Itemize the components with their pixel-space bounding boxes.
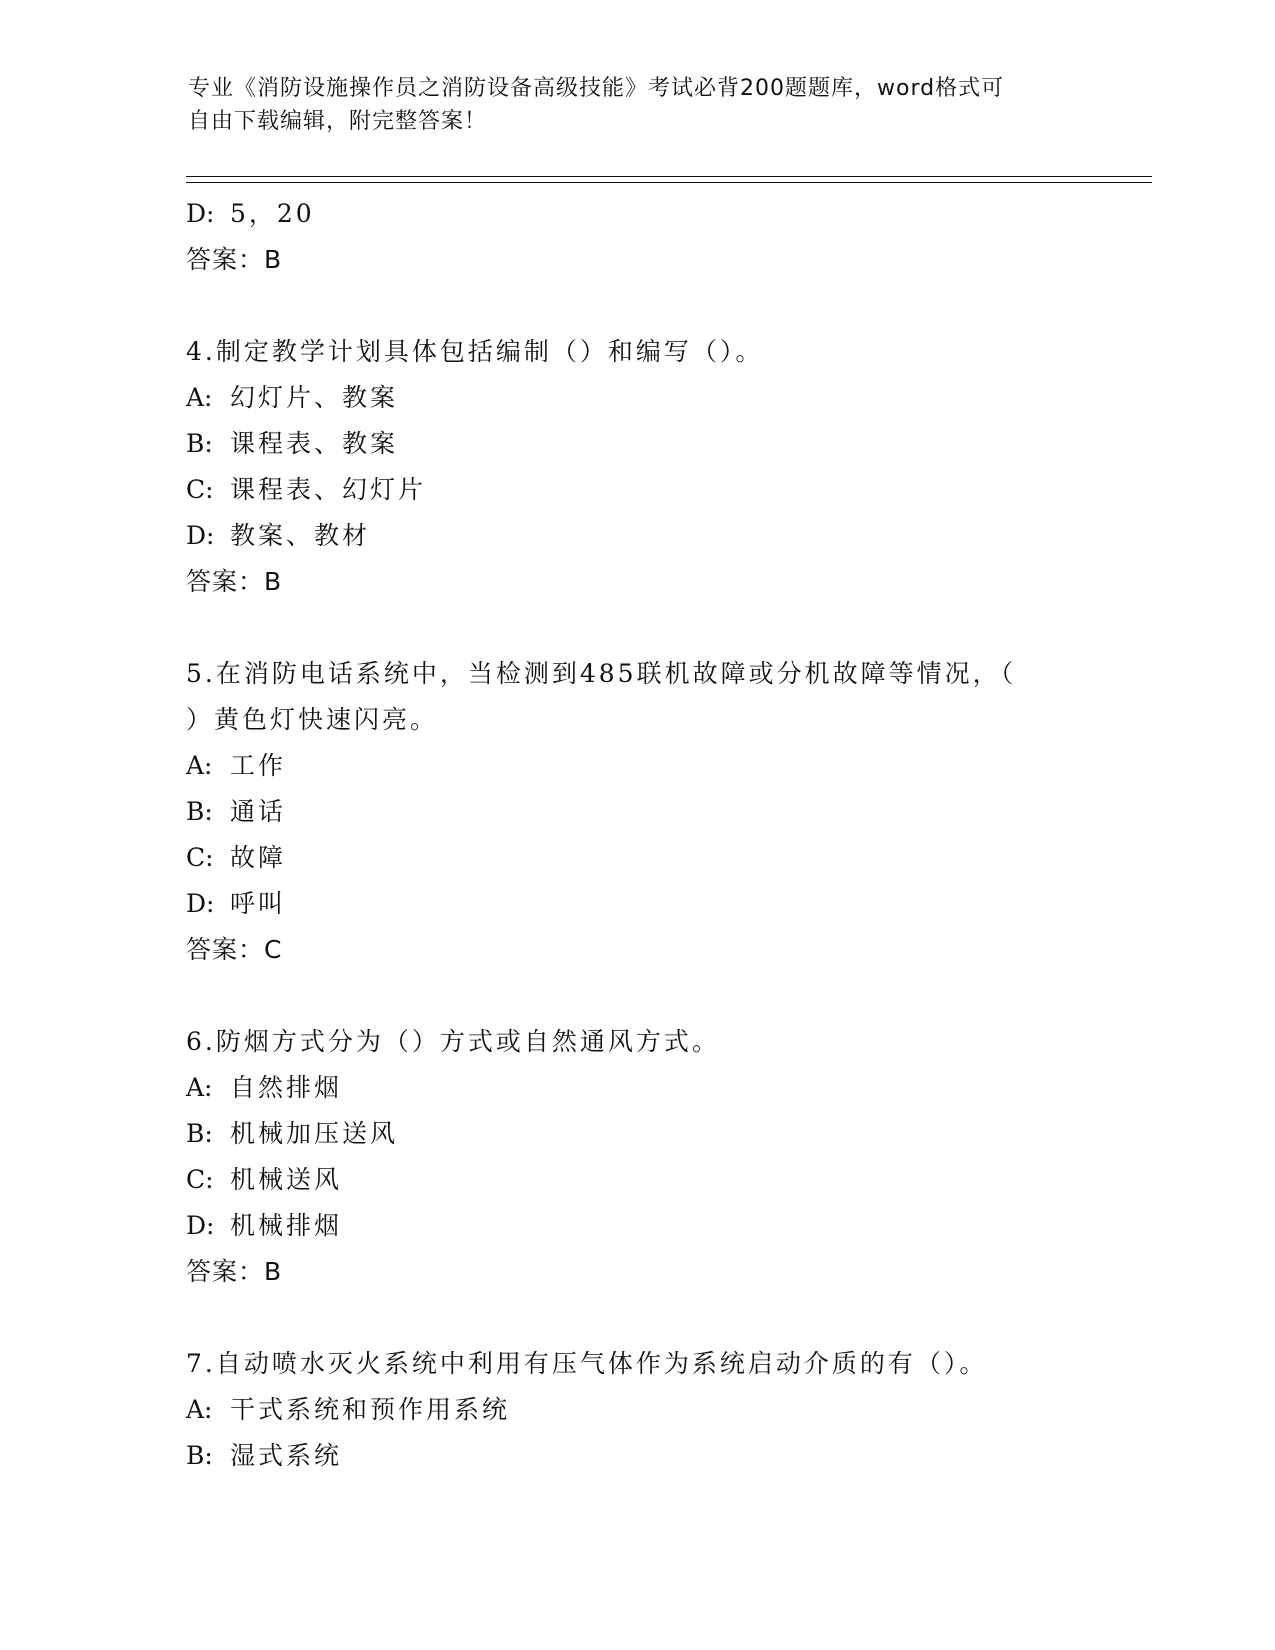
q4-stem: 4.制定教学计划具体包括编制（）和编写（）。 <box>186 337 764 366</box>
option-text: 机械加压送风 <box>230 1119 399 1148</box>
option-key: D: <box>186 889 215 918</box>
header-rule-top <box>186 176 1152 177</box>
option-key: A: <box>186 383 213 412</box>
option-key: B: <box>186 797 213 826</box>
q5-option-c <box>186 835 1086 881</box>
option-text: 通话 <box>230 797 287 826</box>
option-key: D: <box>186 199 215 228</box>
option-text: 干式系统和预作用系统 <box>230 1395 511 1424</box>
q3-option-d <box>186 191 1086 237</box>
option-key: C: <box>186 843 214 872</box>
q3-answer: 答案：B <box>186 245 283 274</box>
q5-answer: 答案：C <box>186 935 283 964</box>
q4-option-d <box>186 513 1086 559</box>
option-key: A: <box>186 751 213 780</box>
option-key: C: <box>186 1165 214 1194</box>
q6-answer: 答案：B <box>186 1257 283 1286</box>
option-text: 课程表、幻灯片 <box>230 475 427 504</box>
option-text: 幻灯片、教案 <box>230 383 399 412</box>
q4-answer: 答案：B <box>186 567 283 596</box>
q6-option-c <box>186 1157 1086 1203</box>
option-text: 机械送风 <box>230 1165 343 1194</box>
q5-stem-line-1: 5.在消防电话系统中，当检测到485联机故障或分机故障等情况，（ <box>186 659 1017 688</box>
header-line-1: 专业《消防设施操作员之消防设备高级技能》考试必背200题题库，word格式可 <box>188 76 1005 101</box>
option-key: B: <box>186 429 213 458</box>
header-rule-bottom <box>186 182 1152 183</box>
q6-option-b <box>186 1111 1086 1157</box>
option-text: 课程表、教案 <box>230 429 399 458</box>
spacer <box>186 605 1086 651</box>
document-header <box>188 72 1068 138</box>
option-text: 故障 <box>230 843 287 872</box>
q4-option-c <box>186 467 1086 513</box>
option-key: D: <box>186 521 215 550</box>
spacer <box>186 973 1086 1019</box>
option-key: B: <box>186 1441 213 1470</box>
option-text: 自然排烟 <box>230 1073 343 1102</box>
option-text: 教案、教材 <box>230 521 371 550</box>
q5-stem-line-2: ）黄色灯快速闪亮。 <box>186 705 439 734</box>
q7-stem: 7.自动喷水灭火系统中利用有压气体作为系统启动介质的有（）。 <box>186 1349 988 1378</box>
q5-option-d <box>186 881 1086 927</box>
option-text: 5，20 <box>230 199 315 228</box>
option-key: C: <box>186 475 214 504</box>
header-line-2: 自由下载编辑，附完整答案！ <box>188 109 488 134</box>
q4-option-b <box>186 421 1086 467</box>
option-key: D: <box>186 1211 215 1240</box>
q6-stem: 6.防烟方式分为（）方式或自然通风方式。 <box>186 1027 720 1056</box>
option-text: 湿式系统 <box>230 1441 343 1470</box>
q6-option-d <box>186 1203 1086 1249</box>
q7-option-b <box>186 1433 1086 1479</box>
option-text: 工作 <box>230 751 287 780</box>
spacer <box>186 1295 1086 1341</box>
q5-option-b <box>186 789 1086 835</box>
q6-option-a <box>186 1065 1086 1111</box>
q4-option-a <box>186 375 1086 421</box>
spacer <box>186 283 1086 329</box>
question-list <box>186 191 1086 1479</box>
q5-option-a <box>186 743 1086 789</box>
q7-option-a <box>186 1387 1086 1433</box>
option-key: A: <box>186 1073 213 1102</box>
option-text: 机械排烟 <box>230 1211 343 1240</box>
option-key: A: <box>186 1395 213 1424</box>
option-text: 呼叫 <box>230 889 287 918</box>
option-key: B: <box>186 1119 213 1148</box>
